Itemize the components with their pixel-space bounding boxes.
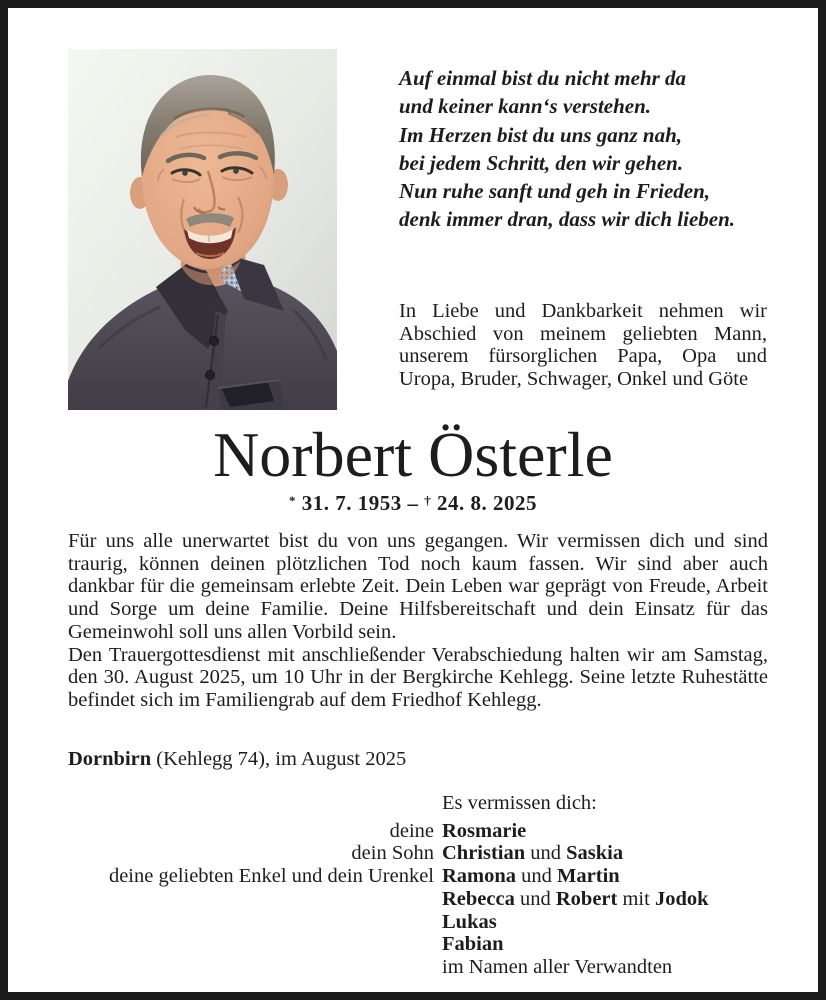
obituary-text (68, 530, 768, 712)
deceased-name: Norbert Österle (213, 419, 613, 490)
intro-text: In Liebe und Dankbarkeit nehmen wir Abschied von meinem geliebten Mann, unserem fürsorglichen Papa, Opa und Uropa, Bruder, Schwager, Onkel und Göte (399, 300, 767, 391)
mourner-names (442, 956, 774, 979)
mourner-conjunction: und (516, 865, 558, 888)
mourner-name: Fabian (442, 933, 504, 956)
mourner-name: Christian (442, 842, 526, 865)
mourner-conjunction: und (525, 842, 567, 865)
mourner-names (442, 842, 774, 865)
poem-line: Nun ruhe sanft und geh in Frieden, (399, 179, 711, 204)
mourner-label (68, 888, 434, 911)
mourner-label (68, 933, 434, 956)
birth-star-icon: * (288, 492, 296, 508)
poem-line: und keiner kann‘s verstehen. (399, 94, 652, 119)
birth-date: 31. 7. 1953 – (301, 491, 419, 515)
mourner-conjunction: mit (617, 887, 655, 910)
mourner-label: deine geliebten Enkel und dein Urenkel (108, 865, 434, 888)
mourners-heading: Es vermissen dich: (442, 792, 597, 814)
memorial-poem (399, 64, 781, 234)
poem-line: bei jedem Schritt, den wir gehen. (399, 150, 684, 175)
poem-line: Auf einmal bist du nicht mehr da (399, 66, 687, 90)
place-rest: (Kehlegg 74), im August 2025 (151, 748, 407, 770)
mourner-name: Jodok (654, 887, 709, 910)
mourner-closing: im Namen aller Verwandten (442, 955, 673, 978)
mourner-name: Lukas (442, 910, 497, 933)
mourner-label: deine (389, 819, 434, 842)
mourner-name: Rosmarie (442, 819, 527, 842)
mourner-names (442, 888, 774, 911)
mourner-names (442, 865, 774, 888)
obituary-paragraph-1: Für uns alle unerwartet bist du von uns gegangen. Wir vermissen dich und sind traurig, können deinen plötzlichen Tod noch kaum fassen. Wir sind aber auch dankbar für die gemeinsam erlebte Zeit. Dein Leben war geprägt von Freude, Arbeit und Sorge um deine Familie. Deine Hilfsbereitschaft und dein Einsatz für das Gemeinwohl soll uns allen Vorbild sein. (68, 530, 768, 643)
obituary-paragraph-2: Den Trauergottesdienst mit anschließender Verabschiedung halten wir am Samstag, den 30. August 2025, um 10 Uhr in der Bergkirche Kehlegg. Seine letzte Ruhestätte befindet sich im Familiengrab auf dem Friedhof Kehlegg. (68, 643, 768, 711)
mourner-label (68, 956, 434, 979)
poem-line: Im Herzen bist du uns ganz nah, (399, 122, 683, 147)
mourner-names (442, 911, 774, 934)
mourner-name: Rebecca (442, 887, 515, 910)
death-cross-icon: † (424, 492, 432, 508)
mourner-name: Robert (555, 887, 618, 910)
mourner-conjunction: und (514, 887, 556, 910)
place-name: Dornbirn (68, 748, 152, 770)
mourner-names (442, 820, 774, 843)
mourners-section (68, 792, 774, 979)
life-dates (60, 491, 766, 518)
poem-line: denk immer dran, dass wir dich lieben. (399, 207, 736, 232)
death-date: 24. 8. 2025 (437, 491, 538, 515)
portrait-photo (68, 49, 337, 410)
mourner-name: Saskia (566, 842, 624, 865)
mourner-name: Ramona (442, 865, 517, 888)
mourner-label: dein Sohn (351, 842, 434, 865)
portrait-photo-svg (68, 49, 337, 410)
mourner-name: Martin (557, 865, 620, 888)
mourners-list (68, 820, 774, 979)
mourner-names (442, 933, 774, 956)
place-date-line (68, 748, 768, 771)
mourner-label (68, 911, 434, 934)
